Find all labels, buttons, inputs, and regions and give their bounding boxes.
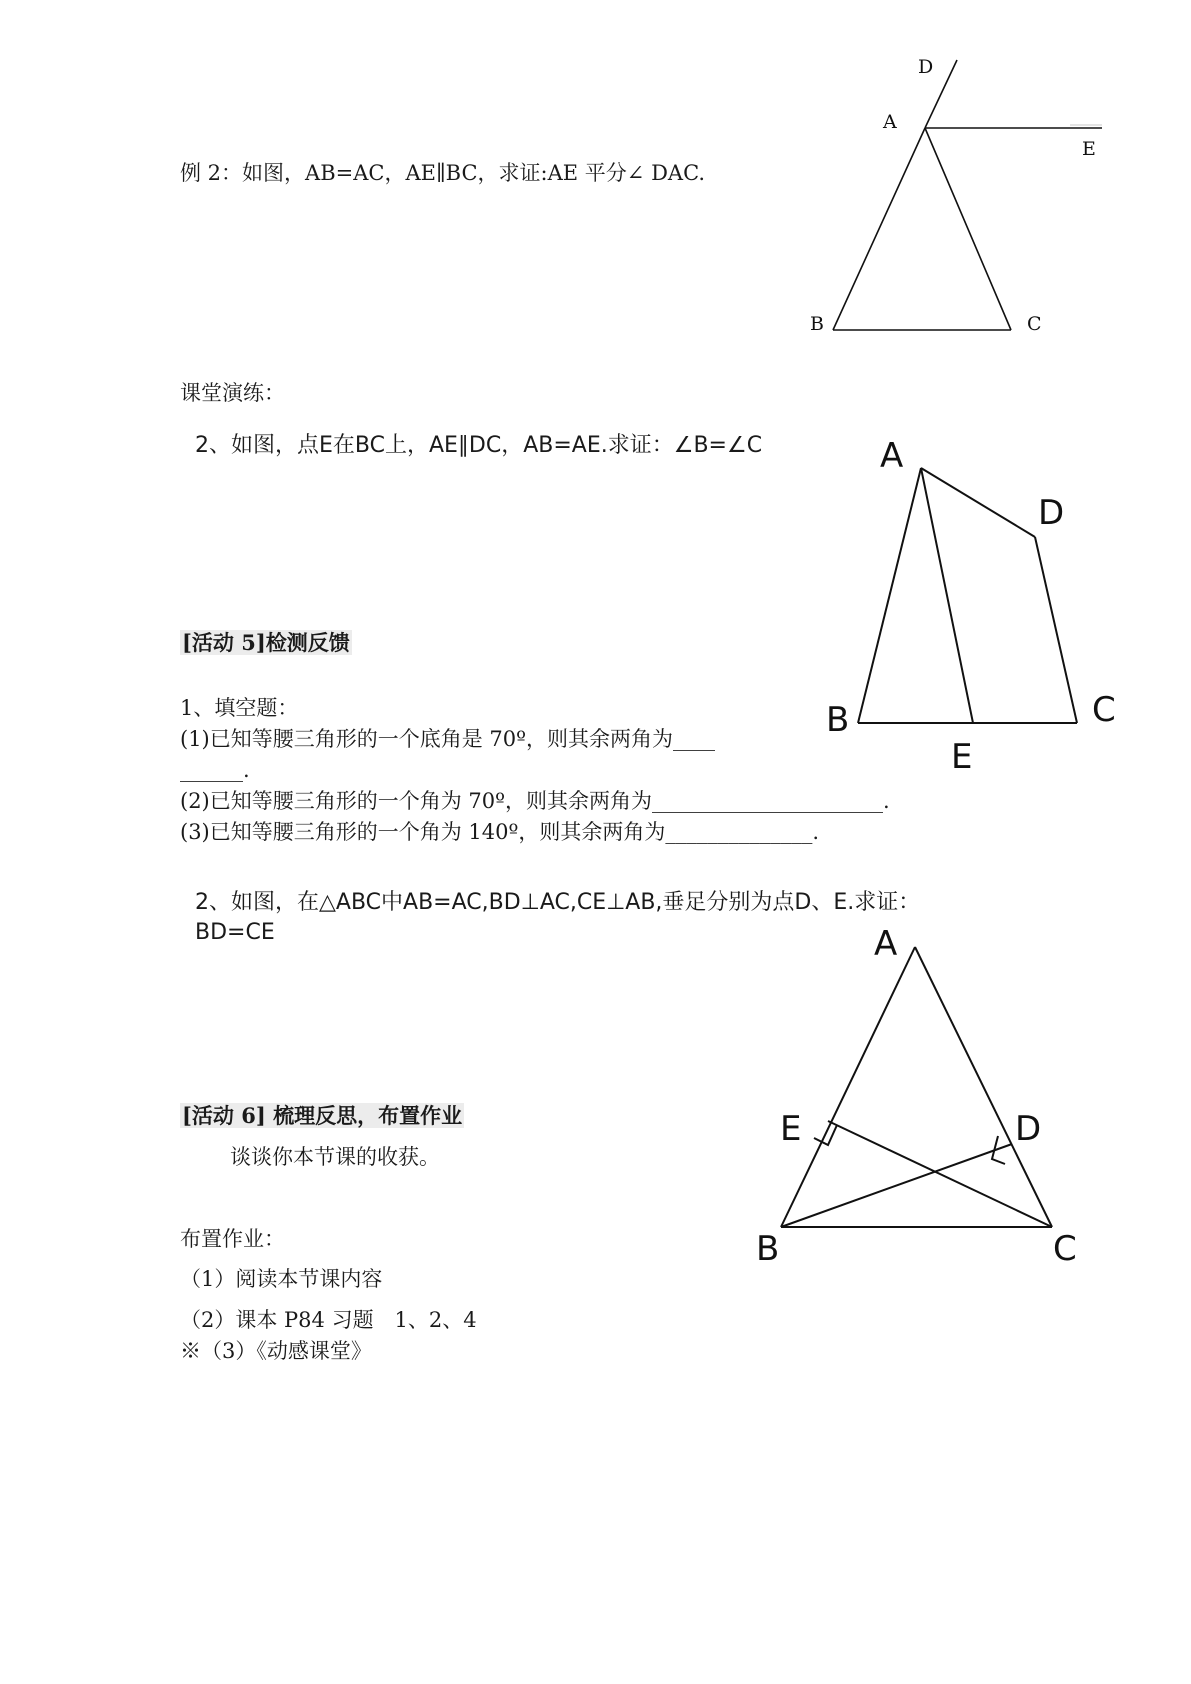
activity5-heading-text: [活动 5]检测反馈 xyxy=(182,630,350,655)
label-d: D xyxy=(1015,1109,1042,1149)
label-e: E xyxy=(1082,138,1096,160)
question3: (3)已知等腰三角形的一个角为 140º，则其余两角为______________. xyxy=(180,820,820,844)
label-d: D xyxy=(918,56,934,78)
homework-heading: 布置作业： xyxy=(180,1227,285,1251)
label-c: C xyxy=(1027,313,1042,335)
label-b: B xyxy=(810,313,824,335)
example2-text: 例 2：如图，AB=AC，AE∥BC，求证:AE 平分∠ DAC. xyxy=(180,161,706,185)
homework-item: （1）阅读本节课内容 xyxy=(180,1267,383,1291)
label-a: A xyxy=(874,924,898,964)
label-e: E xyxy=(780,1109,802,1149)
homework-item: （2）课本 P84 习题 1、2、4 xyxy=(180,1308,477,1332)
question1-line2: ______. xyxy=(180,758,250,782)
label-b: B xyxy=(756,1229,780,1269)
line-ab xyxy=(781,947,915,1227)
homework-item: ※（3）《动感课堂》 xyxy=(180,1339,372,1363)
right-angle-mark-d xyxy=(992,1136,1005,1164)
question2: (2)已知等腰三角形的一个角为 70º，则其余两角为______________________. xyxy=(180,789,890,813)
activity5-problem2-line1: 2、如图，在△ABC中AB=AC,BD⊥AC,CE⊥AB,垂足分别为点D、E.求证： xyxy=(195,890,921,915)
label-c: C xyxy=(1092,690,1116,730)
label-b: B xyxy=(826,700,850,740)
fill-blank-title: 1、填空题： xyxy=(180,696,299,720)
label-a: A xyxy=(883,111,897,133)
reflection-text: 谈谈你本节课的收获。 xyxy=(230,1145,440,1169)
label-a: A xyxy=(880,436,904,476)
practice-problem2: 2、如图，点E在BC上，AE∥DC，AB=AE.求证：∠B=∠C xyxy=(195,433,763,458)
label-d: D xyxy=(1038,493,1065,533)
classroom-practice-heading: 课堂演练： xyxy=(180,381,285,405)
activity6-heading-text: [活动 6] 梳理反思，布置作业 xyxy=(182,1103,463,1128)
line-ac xyxy=(915,947,1052,1227)
label-e: E xyxy=(951,737,973,777)
label-c: C xyxy=(1053,1229,1077,1269)
activity6-heading xyxy=(180,1103,464,1129)
question1-line1: (1)已知等腰三角形的一个底角是 70º，则其余两角为____ xyxy=(180,727,716,751)
activity5-problem2-line2: BD=CE xyxy=(195,920,275,945)
